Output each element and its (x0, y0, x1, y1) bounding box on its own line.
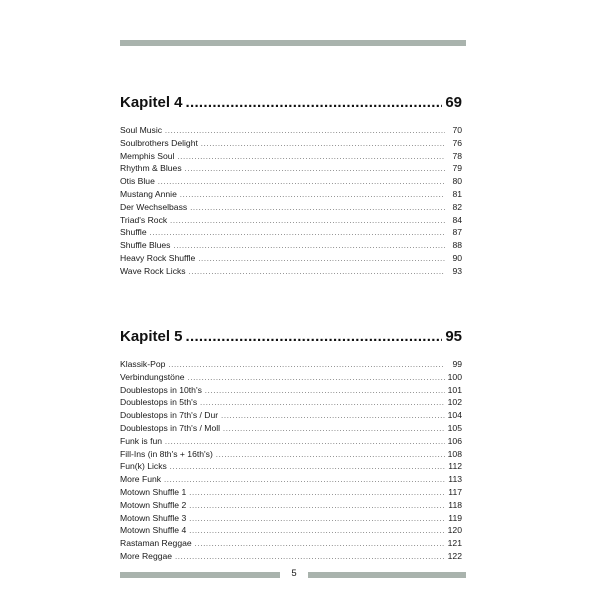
toc-entry[interactable] (120, 162, 462, 175)
toc-entry[interactable] (120, 252, 462, 265)
entry-page: 106 (447, 435, 462, 446)
toc-entry[interactable] (120, 435, 462, 448)
entry-title: More Funk (120, 474, 162, 485)
chapter-4-section (120, 94, 462, 278)
entry-title: Triad's Rock (120, 214, 168, 225)
footer-rule-left (120, 572, 280, 578)
toc-entry[interactable] (120, 150, 462, 163)
entry-title: Soul Music (120, 125, 163, 135)
toc-entry[interactable] (120, 422, 462, 435)
entry-title: Verbindungstöne (120, 371, 185, 382)
entry-title: Heavy Rock Shuffle (120, 252, 196, 263)
toc-entry[interactable] (120, 550, 462, 563)
entry-page: 121 (447, 538, 462, 549)
entry-page: 99 (452, 359, 462, 369)
toc-entry[interactable] (120, 188, 462, 201)
dot-leader (189, 265, 445, 280)
entry-title: Doublestops in 5th's (120, 397, 198, 408)
toc-entry[interactable] (120, 358, 462, 371)
chapter-page: 95 (445, 328, 462, 345)
entry-title: Motown Shuffle 1 (120, 486, 187, 497)
entry-title: Mustang Annie (120, 188, 177, 199)
toc-entry[interactable] (120, 384, 462, 397)
entry-page: 108 (447, 448, 462, 459)
chapter-heading[interactable] (120, 94, 462, 111)
entry-page: 84 (452, 214, 462, 225)
toc-entry[interactable] (120, 460, 462, 473)
entry-title: Fill-Ins (in 8th's + 16th's) (120, 448, 213, 459)
toc-entry[interactable] (120, 137, 462, 150)
entry-title: Memphis Soul (120, 150, 175, 161)
toc-entry[interactable] (120, 175, 462, 188)
entry-title: Wave Rock Licks (120, 265, 186, 276)
chapter-5-section (120, 328, 462, 563)
toc-entry[interactable] (120, 473, 462, 486)
entry-page: 90 (452, 252, 462, 263)
toc-entry[interactable] (120, 371, 462, 384)
dot-leader (186, 94, 443, 111)
entry-title: Fun(k) Licks (120, 461, 167, 472)
entry-title: Shuffle Blues (120, 240, 171, 251)
entry-title: Motown Shuffle 3 (120, 512, 187, 523)
entry-page: 112 (448, 461, 462, 472)
toc-entry[interactable] (120, 448, 462, 461)
toc-entry[interactable] (120, 214, 462, 227)
entry-page: 105 (447, 422, 462, 433)
entry-title: Doublestops in 7th's / Dur (120, 410, 219, 421)
entry-page: 100 (447, 371, 462, 382)
entry-title: Shuffle (120, 227, 147, 238)
page-footer (120, 568, 466, 579)
entry-title: Doublestops in 10th's (120, 384, 202, 395)
entry-page: 79 (452, 163, 462, 174)
chapter-5-entries (120, 358, 462, 563)
entry-page: 117 (448, 486, 462, 497)
footer-rule-right (308, 572, 466, 578)
entry-title: Soulbrothers Delight (120, 137, 198, 148)
entry-page: 82 (452, 201, 462, 212)
entry-page: 78 (452, 150, 462, 161)
entry-page: 76 (452, 137, 462, 148)
entry-title: Funk is fun (120, 435, 163, 446)
entry-title: Klassik-Pop (120, 359, 166, 369)
page-number: 5 (291, 568, 297, 579)
entry-page: 104 (447, 410, 462, 421)
toc-entry[interactable] (120, 265, 462, 278)
toc-entry[interactable] (120, 486, 462, 499)
entry-page: 101 (447, 384, 462, 395)
entry-page: 70 (452, 125, 462, 135)
entry-page: 102 (447, 397, 462, 408)
toc-entry[interactable] (120, 512, 462, 525)
entry-page: 122 (447, 550, 462, 561)
entry-title: Rhythm & Blues (120, 163, 182, 174)
toc-entry[interactable] (120, 226, 462, 239)
entry-title: Doublestops in 7th's / Moll (120, 422, 221, 433)
toc-entry[interactable] (120, 537, 462, 550)
chapter-heading[interactable] (120, 328, 462, 345)
entry-title: Rastaman Reggae (120, 538, 192, 549)
toc-entry[interactable] (120, 524, 462, 537)
dot-leader (175, 550, 445, 565)
toc-entry[interactable] (120, 409, 462, 422)
top-rule (120, 40, 466, 46)
entry-page: 88 (452, 240, 462, 251)
chapter-title: Kapitel 5 (120, 328, 183, 345)
entry-page: 80 (452, 176, 462, 187)
entry-title: Otis Blue (120, 176, 155, 187)
toc-entry[interactable] (120, 201, 462, 214)
chapter-page: 69 (445, 94, 462, 111)
entry-title: Der Wechselbass (120, 201, 188, 212)
entry-page: 120 (447, 525, 462, 536)
entry-page: 113 (448, 474, 462, 485)
entry-title: More Reggae (120, 550, 173, 561)
entry-title: Motown Shuffle 4 (120, 525, 187, 536)
entry-page: 118 (448, 499, 462, 510)
toc-entry[interactable] (120, 396, 462, 409)
toc-entry[interactable] (120, 124, 462, 137)
dot-leader (186, 328, 443, 345)
chapter-title: Kapitel 4 (120, 94, 183, 111)
toc-entry[interactable] (120, 499, 462, 512)
entry-page: 87 (452, 227, 462, 238)
entry-page: 119 (448, 512, 462, 523)
entry-page: 81 (452, 188, 462, 199)
chapter-4-entries (120, 124, 462, 278)
entry-title: Motown Shuffle 2 (120, 499, 187, 510)
entry-page: 93 (452, 265, 462, 276)
